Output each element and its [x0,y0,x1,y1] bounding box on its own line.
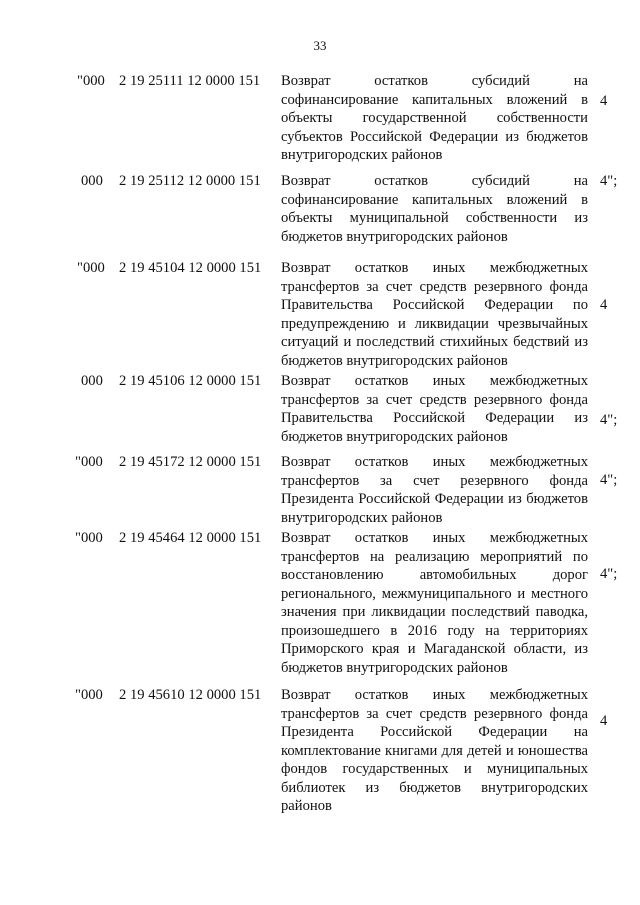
revenue-description: Возврат остатков иных межбюджетных трансфертов за счет средств резервного фонда Президента Российской Федерации на комплектование книгами для детей и юношества фондов государственных и муниципальных библиотек из бюджетов внутригородских районов [281,687,588,814]
row-mark: 4 [600,297,608,313]
revenue-code: 2 19 45104 12 0000 151 [119,260,262,276]
admin-code: "000 [77,73,105,89]
revenue-code: 2 19 25112 12 0000 151 [119,173,261,189]
revenue-description: Возврат остатков субсидий на софинансирование капитальных вложений в объекты государственной собственности субъектов Российской Федерации из бюджетов внутригородских районов [281,73,588,163]
revenue-code: 2 19 45464 12 0000 151 [119,530,262,546]
row-mark: 4"; [600,472,618,488]
revenue-code: 2 19 45106 12 0000 151 [119,373,262,389]
admin-code: 000 [81,173,103,189]
revenue-description: Возврат остатков субсидий на софинансирование капитальных вложений в объекты муниципальной собственности из бюджетов внутригородских районов [281,173,588,245]
row-mark: 4"; [600,173,618,189]
revenue-code: 2 19 25111 12 0000 151 [119,73,261,89]
row-mark: 4"; [600,412,618,428]
admin-code: 000 [81,373,103,389]
revenue-description: Возврат остатков иных межбюджетных трансфертов за счет резервного фонда Президента Российской Федерации из бюджетов внутригородских районов [281,454,588,526]
revenue-description: Возврат остатков иных межбюджетных трансфертов на реализацию мероприятий по восстановлению автомобильных дорог регионального, межмуниципального и местного значения при ликвидации последствий паводка, произошедшего в 2016 году на территориях Приморского края и Магаданской области, из бюджетов внутригородских районов [281,530,588,676]
revenue-description: Возврат остатков иных межбюджетных трансфертов за счет средств резервного фонда Правительства Российской Федерации из бюджетов внутригородских районов [281,373,588,445]
row-mark: 4 [600,713,608,729]
row-mark: 4"; [600,566,618,582]
admin-code: "000 [75,530,103,546]
revenue-description: Возврат остатков иных межбюджетных трансфертов за счет средств резервного фонда Правительства Российской Федерации по предупреждению и ликвидации чрезвычайных ситуаций и последствий стихийных бедствий из бюджетов внутригородских районов [281,260,588,369]
page-number: 33 [313,38,327,53]
admin-code: "000 [75,687,103,703]
revenue-code: 2 19 45610 12 0000 151 [119,687,262,703]
revenue-code: 2 19 45172 12 0000 151 [119,454,262,470]
admin-code: "000 [77,260,105,276]
row-mark: 4 [600,93,608,109]
admin-code: "000 [75,454,103,470]
